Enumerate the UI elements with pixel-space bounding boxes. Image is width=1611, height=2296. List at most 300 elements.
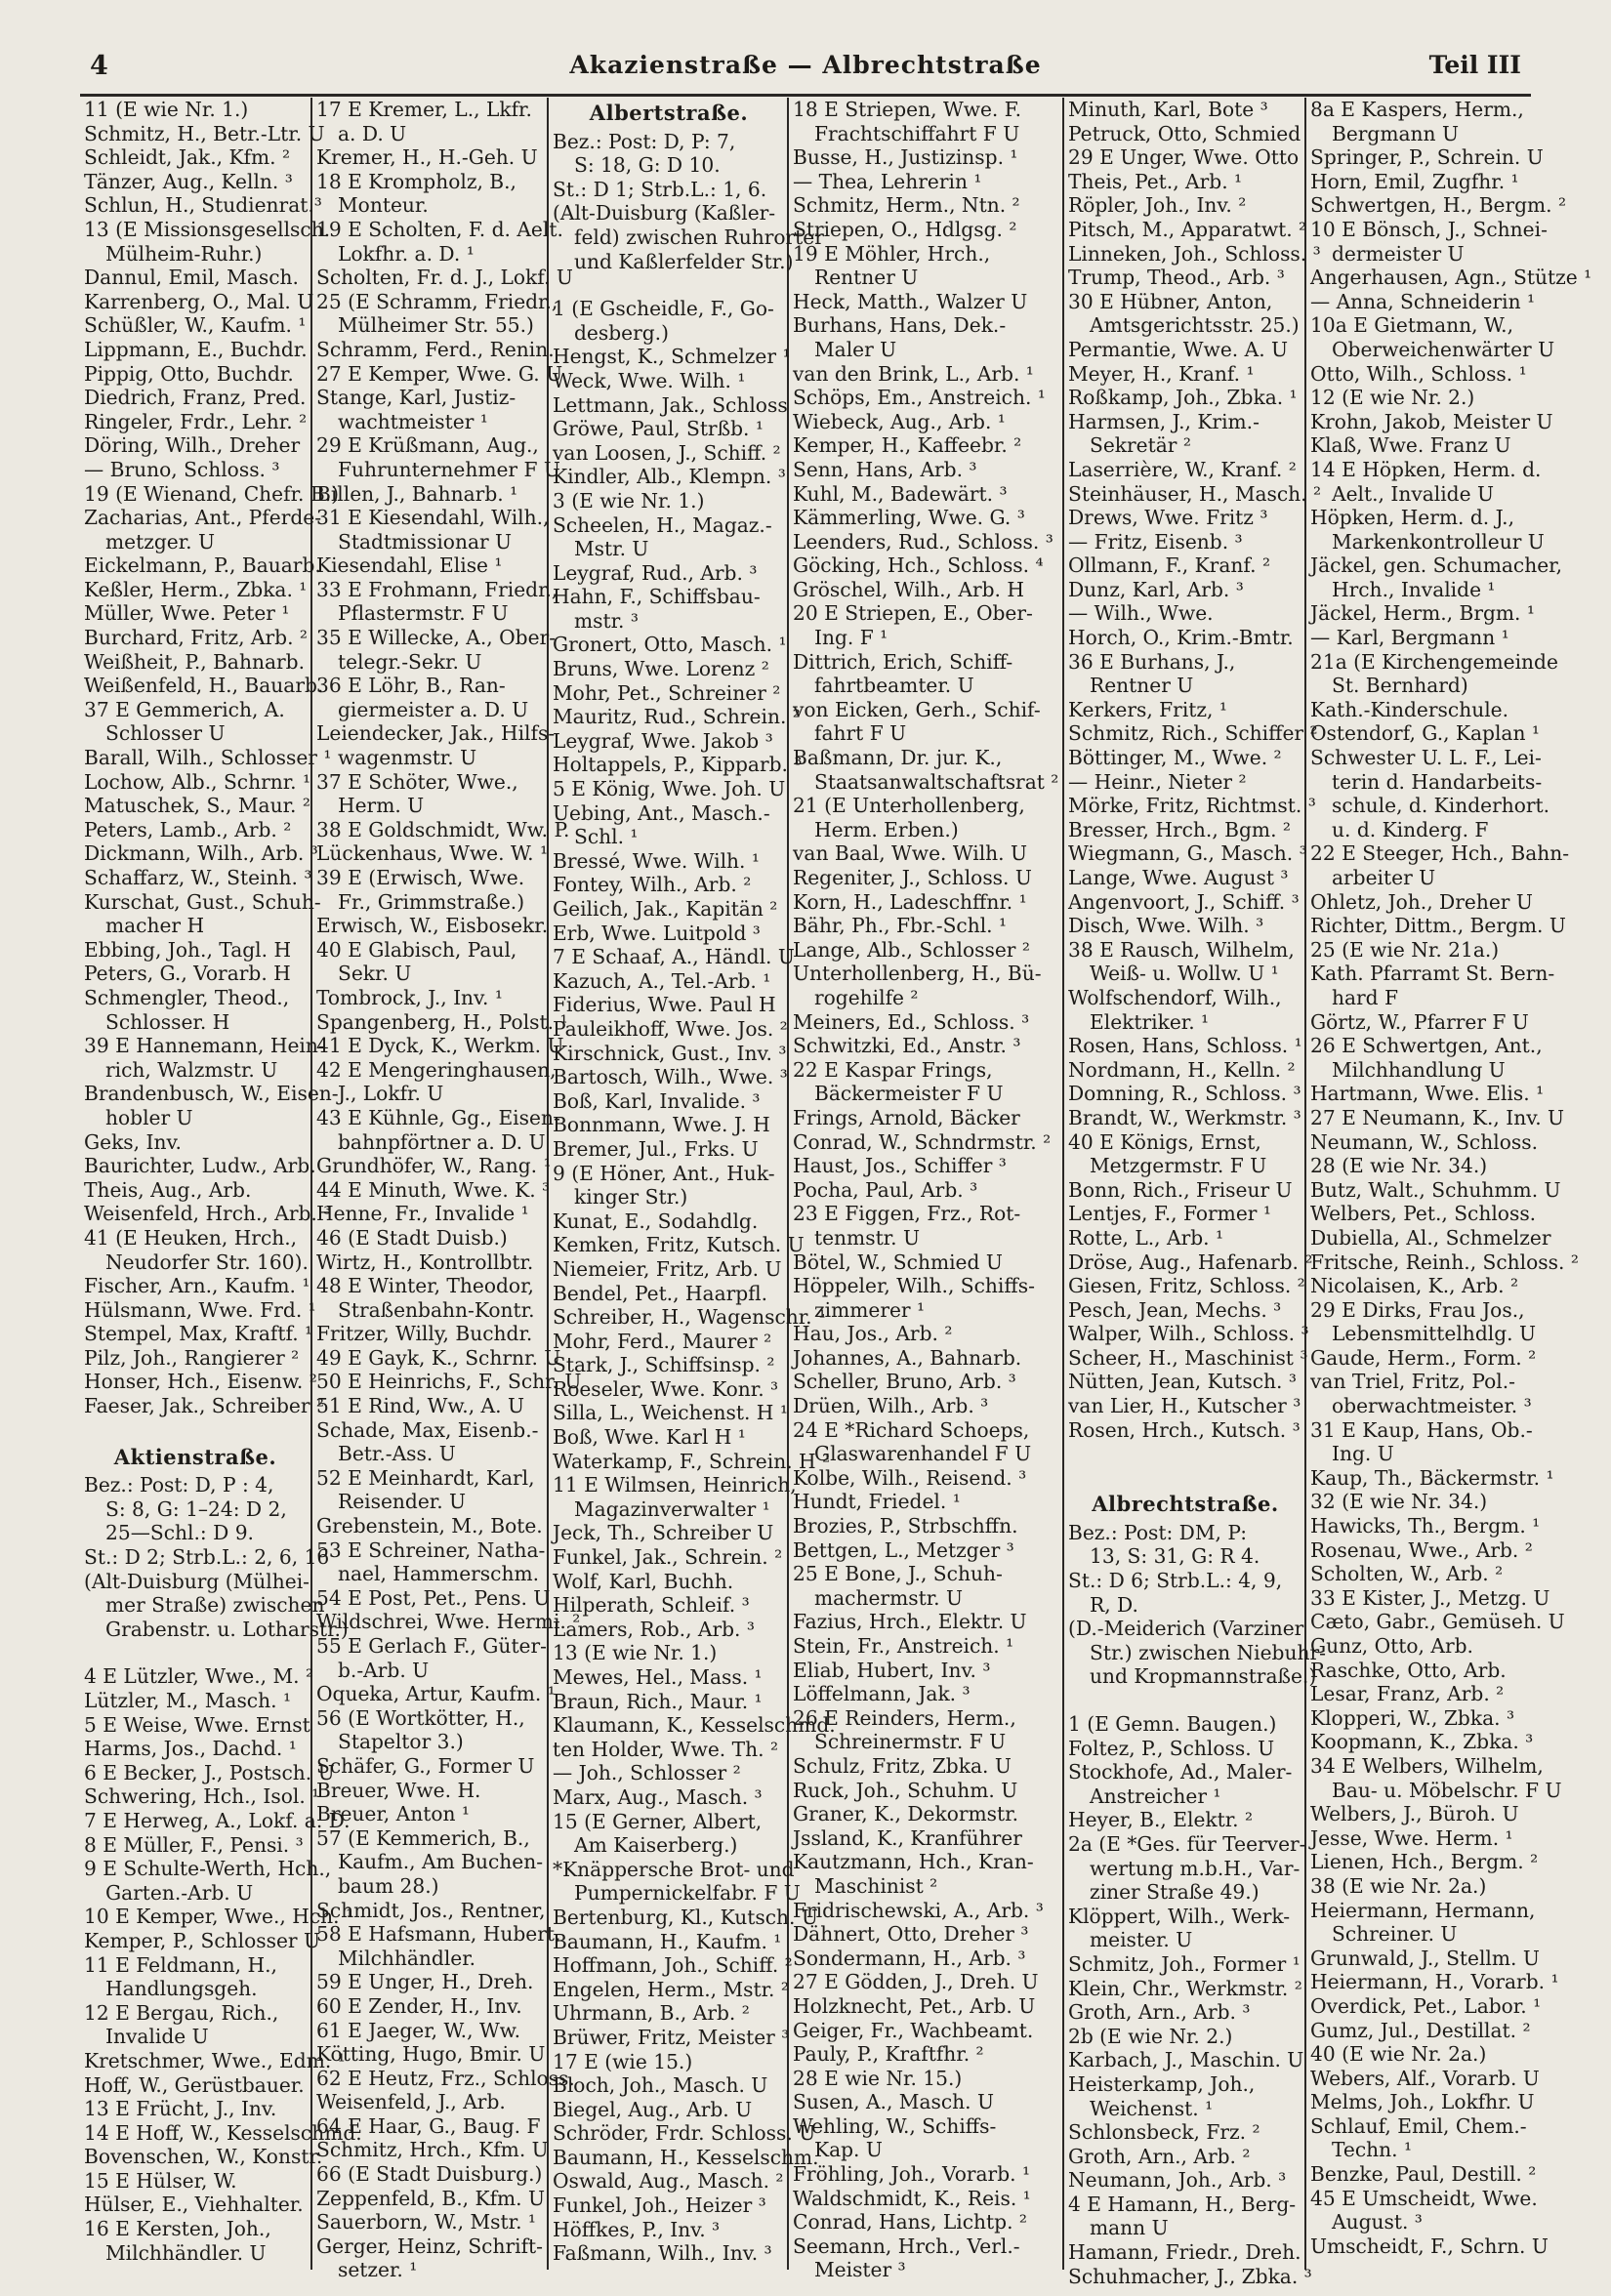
directory-entry: 7 E Schaaf, A., Händl. U bbox=[553, 945, 795, 969]
directory-entry: ziner Straße 49.) bbox=[1090, 1880, 1260, 1905]
directory-entry: Bez.: Post: D, P: 7, bbox=[553, 129, 736, 153]
directory-entry: Mülheimer Str. 55.) bbox=[338, 313, 534, 338]
directory-entry: Am Kaiserberg.) bbox=[574, 1833, 738, 1858]
directory-entry: Staatsanwaltschaftsrat ² bbox=[814, 769, 1059, 794]
directory-entry: Waterkamp, F., Schrein. H ² bbox=[553, 1449, 831, 1473]
directory-entry: 10 E Bönsch, J., Schnei- bbox=[1310, 217, 1548, 241]
directory-entry: Lamers, Rob., Arb. ³ bbox=[553, 1617, 755, 1641]
directory-entry: — Heinr., Nieter ² bbox=[1068, 769, 1247, 794]
directory-entry: 11 (E wie Nr. 1.) bbox=[84, 98, 249, 121]
directory-entry: van Lier, H., Kutscher ³ bbox=[1068, 1394, 1301, 1418]
directory-entry: Lienen, Hch., Bergm. ² bbox=[1310, 1850, 1539, 1874]
directory-entry: Bähr, Ph., Fbr.-Schl. ¹ bbox=[793, 914, 1008, 938]
directory-entry: Oswald, Aug., Masch. ² bbox=[553, 2169, 784, 2194]
directory-entry: 13 E Frücht, J., Inv. bbox=[84, 2097, 277, 2121]
directory-entry: Boß, Wwe. Karl H ¹ bbox=[553, 1425, 746, 1450]
directory-entry: Mohr, Ferd., Maurer ² bbox=[553, 1329, 772, 1353]
directory-entry: Wiegmann, G., Masch. ³ bbox=[1068, 841, 1307, 866]
directory-entry: Karbach, J., Maschin. U bbox=[1068, 2048, 1304, 2072]
section-gap bbox=[553, 273, 785, 297]
directory-entry: Stempel, Max, Kraftf. ¹ bbox=[84, 1322, 313, 1346]
directory-entry: Kuhl, M., Badewärt. ³ bbox=[793, 481, 1008, 506]
directory-entry: Sekr. U bbox=[338, 962, 412, 986]
directory-entry: 33 E Frohmann, Friedr., bbox=[316, 577, 558, 601]
directory-entry: 25—Schl.: D 9. bbox=[105, 1521, 254, 1545]
directory-entry: Leiendecker, Jak., Hilfs- bbox=[316, 721, 556, 746]
directory-entry: 17 E Kremer, L., Lkfr. bbox=[316, 98, 532, 121]
directory-entry: Meister ³ bbox=[814, 2258, 906, 2282]
directory-entry: 29 E Unger, Wwe. Otto bbox=[1068, 145, 1300, 170]
directory-entry: 13, S: 31, G: R 4. bbox=[1090, 1544, 1260, 1569]
directory-entry: Scholten, Fr. d. J., Lokf. U bbox=[316, 266, 573, 290]
directory-entry: 16 E Kersten, Joh., bbox=[84, 2217, 271, 2241]
directory-entry: Amtsgerichtsstr. 25.) bbox=[1090, 313, 1300, 338]
directory-entry: Waldschmidt, K., Reis. ¹ bbox=[793, 2186, 1031, 2210]
directory-entry: schule, d. Kinderhort. bbox=[1332, 794, 1550, 818]
directory-entry: — Thea, Lehrerin ¹ bbox=[793, 169, 982, 193]
directory-entry: Groth, Arn., Arb. ² bbox=[1068, 2144, 1251, 2168]
directory-entry: Foltez, P., Schloss. U bbox=[1068, 1736, 1275, 1760]
directory-entry: Fridrischewski, A., Arb. ³ bbox=[793, 1898, 1044, 1922]
directory-entry: Klaumann, K., Kesselschmd. bbox=[553, 1713, 836, 1738]
directory-entry: Schl. ¹ bbox=[574, 825, 639, 849]
directory-entry: Gumz, Jul., Destillat. ² bbox=[1310, 2018, 1531, 2042]
directory-entry: Wiebeck, Aug., Arb. ¹ bbox=[793, 409, 1006, 433]
street-heading: Albertstraße. bbox=[589, 101, 749, 125]
directory-entry: Kremer, H., H.-Geh. U bbox=[316, 145, 538, 170]
directory-entry: Döring, Wilh., Dreher bbox=[84, 433, 301, 458]
directory-entry: Gronert, Otto, Masch. ¹ bbox=[553, 633, 787, 657]
directory-entry: Bresser, Hrch., Bgm. ² bbox=[1068, 817, 1292, 841]
directory-entry: 62 E Heutz, Frz., Schloss. bbox=[316, 2066, 575, 2090]
directory-entry: Schäfer, G., Former U bbox=[316, 1753, 535, 1778]
directory-entry: Pilz, Joh., Rangierer ² bbox=[84, 1345, 300, 1370]
directory-entry: 38 (E wie Nr. 2a.) bbox=[1310, 1873, 1487, 1898]
directory-entry: 25 E Bone, J., Schuh- bbox=[793, 1562, 1003, 1586]
directory-entry: 28 (E wie Nr. 34.) bbox=[1310, 1154, 1488, 1178]
directory-entry: 13 (E Missionsgesellsch. bbox=[84, 217, 331, 241]
directory-entry: Dittrich, Erich, Schiff- bbox=[793, 649, 1013, 674]
directory-entry: August. ³ bbox=[1332, 2210, 1423, 2234]
directory-entry: Pesch, Jean, Mechs. ³ bbox=[1068, 1297, 1282, 1322]
directory-entry: Oberweichenwärter U bbox=[1332, 337, 1555, 361]
directory-entry: Johannes, A., Bahnarb. bbox=[793, 1345, 1022, 1370]
directory-entry: baum 28.) bbox=[338, 1873, 439, 1898]
directory-entry: Butz, Walt., Schuhmm. U bbox=[1310, 1177, 1561, 1202]
directory-entry: Burchard, Fritz, Arb. ² bbox=[84, 626, 309, 650]
directory-entry: Milchhändler. U bbox=[105, 2240, 267, 2265]
directory-entry: (Alt-Duisburg (Mülhei- bbox=[84, 1569, 310, 1593]
directory-entry: Otto, Wilh., Schloss. ¹ bbox=[1310, 361, 1527, 386]
directory-entry: 2a (E *Ges. für Teerver- bbox=[1068, 1831, 1306, 1856]
directory-entry: Fritzer, Willy, Buchdr. bbox=[316, 1322, 533, 1346]
directory-entry: 5 E Weise, Wwe. Ernst bbox=[84, 1712, 310, 1737]
directory-entry: Boß, Karl, Invalide. ³ bbox=[553, 1088, 761, 1113]
directory-entry: 41 E Dyck, K., Werkm. U bbox=[316, 1034, 564, 1058]
directory-entry: Niemeier, Fritz, Arb. U bbox=[553, 1256, 782, 1281]
directory-entry: fahrtbeamter. U bbox=[814, 674, 974, 698]
directory-entry: Brüwer, Fritz, Meister ³ bbox=[553, 2025, 790, 2049]
directory-entry: Schuhmacher, J., Zbka. ³ bbox=[1068, 2264, 1312, 2288]
directory-entry: Kap. U bbox=[814, 2138, 883, 2162]
directory-entry: Frings, Arnold, Bäcker bbox=[793, 1105, 1020, 1129]
directory-entry: Heiermann, Hermann, bbox=[1310, 1898, 1536, 1922]
directory-entry: Brozies, P., Strbschffn. bbox=[793, 1514, 1018, 1538]
directory-entry: Honser, Hch., Eisenw. ² bbox=[84, 1370, 317, 1394]
directory-entry: Kaufm., Am Buchen- bbox=[338, 1850, 544, 1874]
page-header bbox=[80, 51, 1531, 92]
section-gap bbox=[1068, 1465, 1302, 1489]
directory-entry: Overdick, Pet., Labor. ¹ bbox=[1310, 1993, 1542, 2018]
directory-entry: Graner, K., Dekormstr. bbox=[793, 1802, 1018, 1826]
directory-entry: setzer. ¹ bbox=[338, 2258, 418, 2282]
directory-entry: Leygraf, Wwe. Jakob ³ bbox=[553, 728, 773, 753]
directory-entry: tenmstr. U bbox=[814, 1225, 920, 1250]
directory-entry: Stadtmissionar U bbox=[338, 529, 513, 554]
directory-entry: Welbers, Pet., Schloss. bbox=[1310, 1202, 1537, 1226]
directory-entry: Schramm, Ferd., Renin. bbox=[316, 337, 555, 361]
directory-entry: Theis, Pet., Arb. ¹ bbox=[1068, 169, 1243, 193]
directory-entry: 18 E Striepen, Wwe. F. bbox=[793, 98, 1022, 121]
directory-entry: Nicolaisen, K., Arb. ² bbox=[1310, 1274, 1519, 1298]
directory-entry: Walper, Wilh., Schloss. ³ bbox=[1068, 1322, 1309, 1346]
directory-entry: Dickmann, Wilh., Arb. ³ bbox=[84, 841, 318, 866]
directory-entry: Hoffmann, Joh., Schiff. ² bbox=[553, 1953, 793, 1978]
directory-entry: Frachtschiffahrt F U bbox=[814, 121, 1020, 145]
directory-entry: Bötel, W., Schmied U bbox=[793, 1250, 1003, 1274]
directory-entry: Reisender. U bbox=[338, 1490, 467, 1514]
directory-entry: Susen, A., Masch. U bbox=[793, 2090, 995, 2114]
directory-entry: Pocha, Paul, Arb. ³ bbox=[793, 1177, 978, 1202]
directory-entry: Schwertgen, H., Bergm. ² bbox=[1310, 193, 1567, 218]
directory-entry: Umscheidt, F., Schrn. U bbox=[1310, 2234, 1549, 2258]
directory-entry: 29 E Dirks, Frau Jos., bbox=[1310, 1297, 1525, 1322]
directory-entry: 64 E Haar, G., Baug. F bbox=[316, 2113, 541, 2138]
directory-entry: Handlungsgeh. bbox=[105, 1977, 258, 2001]
directory-entry: 45 E Umscheidt, Wwe. bbox=[1310, 2186, 1538, 2210]
directory-entry: Hamann, Friedr., Dreh. bbox=[1068, 2240, 1301, 2265]
directory-entry: hard F bbox=[1332, 985, 1399, 1009]
directory-entry: Tänzer, Aug., Kelln. ³ bbox=[84, 169, 293, 193]
directory-entry: Höffkes, P., Inv. ³ bbox=[553, 2217, 721, 2241]
directory-entry: Geks, Inv. bbox=[84, 1129, 182, 1154]
directory-entry: Schmitz, Rich., Schiffer ² bbox=[1068, 721, 1318, 746]
directory-entry: 23 E Figgen, Frz., Rot- bbox=[793, 1202, 1021, 1226]
directory-entry: Lebensmittelhdlg. U bbox=[1332, 1322, 1536, 1346]
directory-entry: van Triel, Fritz, Pol.- bbox=[1310, 1370, 1515, 1394]
directory-entry: Funkel, Joh., Heizer ³ bbox=[553, 2194, 766, 2218]
directory-entry: Wirtz, H., Kontrollbtr. bbox=[316, 1250, 534, 1274]
directory-entry: Leenders, Rud., Schloss. ³ bbox=[793, 529, 1053, 554]
directory-entry: Bovenschen, W., Konstr. bbox=[84, 2145, 323, 2169]
directory-column-6 bbox=[1310, 98, 1592, 2276]
directory-entry: mstr. ³ bbox=[574, 608, 639, 633]
directory-entry: 11 E Feldmann, H., bbox=[84, 1952, 277, 1977]
directory-entry: Funkel, Jak., Schrein. ² bbox=[553, 1545, 783, 1570]
directory-entry: 3 (E wie Nr. 1.) bbox=[553, 488, 705, 512]
directory-entry: Fr., Grimmstraße.) bbox=[338, 889, 525, 914]
directory-entry: Braun, Rich., Maur. ¹ bbox=[553, 1689, 763, 1713]
directory-entry: 26 E Schwertgen, Ant., bbox=[1310, 1034, 1543, 1058]
directory-entry: Richter, Dittm., Bergm. U bbox=[1310, 914, 1566, 938]
directory-column-1 bbox=[84, 98, 362, 2276]
directory-entry: Hoff, W., Gerüstbauer. bbox=[84, 2072, 305, 2097]
directory-entry: 25 (E wie Nr. 21a.) bbox=[1310, 937, 1500, 962]
directory-entry: 21a (E Kirchengemeinde bbox=[1310, 649, 1558, 674]
directory-entry: Lippmann, E., Buchdr. bbox=[84, 337, 308, 361]
directory-entry: Fröhling, Joh., Vorarb. ¹ bbox=[793, 2162, 1031, 2187]
directory-entry: Lützler, M., Masch. ¹ bbox=[84, 1689, 292, 1712]
directory-entry: Conrad, W., Schndrmstr. ² bbox=[793, 1129, 1052, 1154]
directory-entry: terin d. Handarbeits- bbox=[1332, 769, 1543, 794]
directory-entry: Hülsmann, Wwe. Frd. ¹ bbox=[84, 1297, 316, 1322]
directory-entry: Schmitz, Hrch., Kfm. U bbox=[316, 2138, 549, 2162]
directory-entry: 8a E Kaspers, Herm., bbox=[1310, 98, 1524, 121]
directory-entry: Scheller, Bruno, Arb. ³ bbox=[793, 1370, 1016, 1394]
directory-entry: Ollmann, F., Kranf. ² bbox=[1068, 554, 1271, 578]
directory-entry: Angerhausen, Agn., Stütze ¹ bbox=[1310, 266, 1592, 290]
directory-entry: Schmidt, Jos., Rentner, bbox=[316, 1898, 546, 1922]
directory-entry: — Karl, Bergmann ¹ bbox=[1310, 626, 1509, 650]
directory-entry: wertung m.b.H., Var- bbox=[1090, 1856, 1301, 1880]
directory-entry: Oqueka, Artur, Kaufm. ¹ bbox=[316, 1682, 556, 1706]
directory-entry: 66 (E Stadt Duisburg.) bbox=[316, 2162, 543, 2187]
directory-entry: 43 E Kühnle, Gg., Eisen- bbox=[316, 1105, 560, 1129]
directory-entry: Sekretär ² bbox=[1090, 433, 1191, 458]
directory-entry: oberwachtmeister. ³ bbox=[1332, 1394, 1532, 1418]
directory-entry: J., Lokfr. U bbox=[338, 1082, 444, 1106]
directory-entry: 25 (E Schramm, Friedr., bbox=[316, 289, 558, 313]
directory-entry: Faßmann, Wilh., Inv. ³ bbox=[553, 2241, 772, 2266]
directory-entry: St.: D 1; Strb.L.: 1, 6. bbox=[553, 177, 767, 201]
directory-entry: — Bruno, Schloss. ³ bbox=[84, 457, 280, 481]
directory-entry: rich, Walzmstr. U bbox=[105, 1057, 278, 1082]
directory-entry: Kerkers, Fritz, ¹ bbox=[1068, 697, 1227, 721]
directory-entry: Harms, Jos., Dachd. ¹ bbox=[84, 1737, 297, 1761]
directory-entry: Spangenberg, H., Polst. ¹ bbox=[316, 1009, 568, 1034]
directory-entry: S: 8, G: 1–24: D 2, bbox=[105, 1496, 287, 1521]
directory-entry: Schreiner. U bbox=[1332, 1922, 1458, 1947]
directory-entry: Lange, Alb., Schlosser ² bbox=[793, 937, 1030, 962]
directory-entry: fahrt F U bbox=[814, 721, 907, 746]
directory-entry: Schmitz, Joh., Former ¹ bbox=[1068, 1951, 1301, 1976]
directory-entry: Ebbing, Joh., Tagl. H bbox=[84, 937, 292, 962]
directory-entry: Uebing, Ant., Masch.- bbox=[553, 800, 770, 825]
directory-entry: Billen, J., Bahnarb. ¹ bbox=[316, 481, 518, 506]
directory-entry: van Loosen, J., Schiff. ² bbox=[553, 440, 781, 465]
directory-entry: 1 (E Gemn. Baugen.) bbox=[1068, 1712, 1277, 1736]
directory-entry: Kiesendahl, Elise ¹ bbox=[316, 554, 503, 578]
directory-entry: Karrenberg, O., Mal. U bbox=[84, 289, 314, 313]
directory-entry: Betr.-Ass. U bbox=[338, 1442, 456, 1466]
directory-entry: Böttinger, M., Wwe. ² bbox=[1068, 746, 1282, 770]
directory-entry: 49 E Gayk, K., Schrnr. U bbox=[316, 1345, 561, 1370]
directory-entry: Pflastermstr. F U bbox=[338, 601, 509, 626]
directory-entry: 39 E (Erwisch, Wwe. bbox=[316, 866, 525, 889]
directory-entry: 46 (E Stadt Duisb.) bbox=[316, 1225, 508, 1250]
directory-entry: 22 E Kaspar Frings, bbox=[793, 1057, 993, 1082]
directory-entry: Schüßler, W., Kaufm. ¹ bbox=[84, 313, 307, 338]
directory-entry: wagenmstr. U bbox=[338, 746, 477, 770]
directory-entry: Schwering, Hch., Isol. ¹ bbox=[84, 1784, 320, 1809]
directory-entry: 12 E Bergau, Rich., bbox=[84, 2000, 279, 2025]
directory-entry: Hawicks, Th., Bergm. ¹ bbox=[1310, 1514, 1541, 1538]
directory-entry: Kötting, Hugo, Bmir. U bbox=[316, 2042, 546, 2067]
directory-entry: Biegel, Aug., Arb. U bbox=[553, 2097, 753, 2121]
directory-entry: Conrad, Hans, Lichtp. ² bbox=[793, 2210, 1028, 2234]
directory-entry: 12 (E wie Nr. 2.) bbox=[1310, 386, 1475, 410]
directory-entry: Kretschmer, Wwe., Edm. ¹ bbox=[84, 2048, 346, 2072]
directory-entry: Mauritz, Rud., Schrein. ² bbox=[553, 705, 801, 729]
directory-entry: 36 E Burhans, J., bbox=[1068, 649, 1236, 674]
header-rule bbox=[80, 94, 1531, 97]
directory-entry: Stockhofe, Ad., Maler- bbox=[1068, 1760, 1293, 1784]
directory-entry: Bloch, Joh., Masch. U bbox=[553, 2073, 768, 2098]
directory-entry: nael, Hammerschm. bbox=[338, 1562, 540, 1586]
directory-column-4 bbox=[793, 98, 1060, 2282]
directory-entry: Metzgermstr. F U bbox=[1090, 1154, 1267, 1178]
directory-entry: Bäckermeister F U bbox=[814, 1082, 1004, 1106]
directory-entry: 34 E Welbers, Wilhelm, bbox=[1310, 1753, 1544, 1778]
directory-entry: 27 E Neumann, K., Inv. U bbox=[1310, 1105, 1565, 1129]
directory-entry: 4 E Hamann, H., Berg- bbox=[1068, 2192, 1297, 2216]
directory-entry: Matuschek, S., Maur. ² bbox=[84, 794, 310, 818]
directory-entry: Neumann, W., Schloss. bbox=[1310, 1129, 1538, 1154]
directory-entry: Löffelmann, Jak. ³ bbox=[793, 1682, 971, 1706]
directory-entry: Dunz, Karl, Arb. ³ bbox=[1068, 577, 1244, 601]
directory-entry: Bergmann U bbox=[1332, 121, 1459, 145]
directory-columns bbox=[84, 98, 1592, 2288]
directory-entry: 35 E Willecke, A., Ober- bbox=[316, 626, 557, 650]
directory-entry: Schmitz, H., Betr.-Ltr. U bbox=[84, 121, 325, 145]
directory-entry: Breuer, Wwe. H. bbox=[316, 1778, 481, 1802]
directory-entry: Lokfhr. a. D. ¹ bbox=[338, 241, 475, 266]
directory-entry: arbeiter U bbox=[1332, 866, 1436, 889]
directory-entry: Grunwald, J., Stellm. U bbox=[1310, 1946, 1540, 1970]
directory-entry: Ohletz, Joh., Dreher U bbox=[1310, 889, 1533, 914]
directory-entry: Wehling, W., Schiffs- bbox=[793, 2113, 997, 2138]
directory-entry: Kautzmann, Hch., Kran- bbox=[793, 1850, 1034, 1874]
directory-entry: 29 E Krüßmann, Aug., bbox=[316, 433, 539, 458]
directory-entry: Kämmerling, Wwe. G. ³ bbox=[793, 506, 1025, 530]
directory-entry: 8 E Müller, F., Pensi. ³ bbox=[84, 1832, 304, 1857]
directory-entry: Klopperi, W., Zbka. ³ bbox=[1310, 1705, 1515, 1730]
directory-entry: 10 E Kemper, Wwe., Hch. ¹ bbox=[84, 1905, 354, 1929]
directory-entry: Scholten, W., Arb. ² bbox=[1310, 1562, 1504, 1586]
directory-entry: Gaude, Herm., Form. ² bbox=[1310, 1345, 1537, 1370]
directory-entry: 51 E Rind, Ww., A. U bbox=[316, 1394, 524, 1418]
directory-entry: Lochow, Alb., Schrnr. ¹ bbox=[84, 769, 311, 794]
directory-entry: Faeser, Jak., Schreiber ² bbox=[84, 1394, 325, 1418]
directory-entry: Grundhöfer, W., Rang. ¹ bbox=[316, 1154, 552, 1178]
directory-entry: Peters, Lamb., Arb. ² bbox=[84, 817, 292, 841]
directory-entry: 37 E Gemmerich, A. bbox=[84, 697, 285, 721]
directory-entry: 40 E Königs, Ernst, bbox=[1068, 1129, 1261, 1154]
directory-entry: 9 E Schulte-Werth, Hch., bbox=[84, 1857, 332, 1881]
directory-entry: Lettmann, Jak., Schloss bbox=[553, 392, 788, 417]
directory-entry: Laserrière, W., Kranf. ² bbox=[1068, 457, 1297, 481]
directory-entry: Bremer, Jul., Frks. U bbox=[553, 1136, 759, 1161]
directory-entry: Peters, G., Vorarb. H bbox=[84, 962, 291, 986]
directory-column-3 bbox=[553, 98, 836, 2276]
directory-entry: 30 E Hübner, Anton, bbox=[1068, 289, 1273, 313]
directory-entry: Angenvoort, J., Schiff. ³ bbox=[1068, 889, 1300, 914]
directory-entry: kinger Str.) bbox=[574, 1185, 688, 1210]
directory-entry: Harmsen, J., Krim.- bbox=[1068, 409, 1260, 433]
directory-entry: Lückenhaus, Wwe. W. ¹ bbox=[316, 841, 549, 866]
directory-entry: Roeseler, Wwe. Konr. ³ bbox=[553, 1376, 779, 1401]
directory-entry: (Alt-Duisburg (Kaßler- bbox=[553, 201, 776, 226]
directory-entry: 19 (E Wienand, Chefr. B.) bbox=[84, 481, 339, 506]
page-title: Akazienstraße — Albrechtstraße bbox=[569, 51, 1042, 79]
directory-entry: 58 E Hafsmann, Hubert, bbox=[316, 1922, 561, 1947]
directory-entry: — Joh., Schlosser ² bbox=[553, 1761, 741, 1785]
directory-entry: Dähnert, Otto, Dreher ³ bbox=[793, 1922, 1029, 1947]
directory-entry: Brandenbusch, W., Eisen- bbox=[84, 1082, 339, 1106]
directory-entry: 1 (E Gscheidle, F., Go- bbox=[553, 297, 774, 321]
directory-entry: Straßenbahn-Kontr. bbox=[338, 1297, 535, 1322]
directory-entry: Ringeler, Frdr., Lehr. ² bbox=[84, 409, 308, 433]
directory-entry: 33 E Kister, J., Metzg. U bbox=[1310, 1585, 1550, 1610]
directory-entry: und Kaßlerfelder Str.) bbox=[574, 249, 794, 273]
directory-entry: u. d. Kinderg. F bbox=[1332, 817, 1489, 841]
directory-entry: 14 E Höpken, Herm. d. bbox=[1310, 457, 1542, 481]
directory-entry: Eliab, Hubert, Inv. ³ bbox=[793, 1658, 991, 1682]
directory-entry: 48 E Winter, Theodor, bbox=[316, 1274, 534, 1298]
directory-entry: Kunat, E., Sodahdlg. bbox=[553, 1209, 759, 1233]
directory-entry: 27 E Gödden, J., Dreh. U bbox=[793, 1970, 1039, 1994]
directory-entry: Schlosser U bbox=[105, 721, 226, 746]
directory-entry: Baumann, H., Kaufm. ¹ bbox=[553, 1929, 782, 1953]
directory-entry: Dröse, Aug., Hafenarb. ² bbox=[1068, 1250, 1313, 1274]
directory-entry: Bertenburg, Kl., Kutsch. U bbox=[553, 1905, 818, 1929]
directory-entry: 7 E Herweg, A., Lokf. a. D. bbox=[84, 1808, 351, 1832]
directory-entry: 38 E Rausch, Wilhelm, bbox=[1068, 937, 1295, 962]
directory-entry: Fuhrunternehmer F U bbox=[338, 457, 560, 481]
directory-entry: Ing. U bbox=[1332, 1442, 1394, 1466]
directory-entry: Weiß- u. Wollw. U ¹ bbox=[1090, 962, 1279, 986]
directory-entry: mer Straße) zwischen bbox=[105, 1593, 325, 1618]
directory-entry: 24 E *Richard Schoeps, bbox=[793, 1417, 1030, 1442]
directory-entry: Bonn, Rich., Friseur U bbox=[1068, 1177, 1293, 1202]
directory-entry: Welbers, J., Büroh. U bbox=[1310, 1802, 1519, 1826]
directory-entry: Maschinist ² bbox=[814, 1873, 938, 1898]
directory-entry: Elektriker. ¹ bbox=[1090, 1009, 1210, 1034]
directory-entry: Dannul, Emil, Masch. bbox=[84, 266, 299, 290]
directory-entry: Meyer, H., Kranf. ¹ bbox=[1068, 361, 1255, 386]
directory-entry: Gerger, Heinz, Schrift- bbox=[316, 2234, 543, 2258]
directory-entry: Mewes, Hel., Mass. ¹ bbox=[553, 1665, 763, 1689]
directory-entry: Pitsch, M., Apparatwt. ² bbox=[1068, 217, 1307, 241]
directory-entry: Klaß, Wwe. Franz U bbox=[1310, 433, 1511, 458]
street-heading: Albrechtstraße. bbox=[1092, 1492, 1279, 1517]
directory-entry: Glaswarenhandel F U bbox=[814, 1442, 1032, 1466]
directory-entry: Techn. ¹ bbox=[1332, 2138, 1413, 2162]
directory-entry: Aelt., Invalide U bbox=[1332, 481, 1494, 506]
street-heading: Aktienstraße. bbox=[113, 1444, 277, 1469]
directory-entry: 9 (E Höner, Ant., Huk- bbox=[553, 1161, 775, 1185]
directory-entry: Milchhandlung U bbox=[1332, 1057, 1506, 1082]
directory-entry: Leygraf, Rud., Arb. ³ bbox=[553, 560, 758, 585]
directory-entry: 26 E Reinders, Herm., bbox=[793, 1705, 1016, 1730]
directory-entry: Heyer, B., Elektr. ² bbox=[1068, 1808, 1254, 1832]
directory-entry: 56 (E Wortkötter, H., bbox=[316, 1705, 525, 1730]
directory-entry: machermstr. U bbox=[814, 1585, 963, 1610]
directory-entry: 42 E Mengeringhausen, bbox=[316, 1057, 557, 1082]
directory-entry: Rentner U bbox=[1090, 674, 1194, 698]
directory-entry: rogehilfe ² bbox=[814, 985, 919, 1009]
directory-entry: Bressé, Wwe. Wilh. ¹ bbox=[553, 848, 760, 873]
